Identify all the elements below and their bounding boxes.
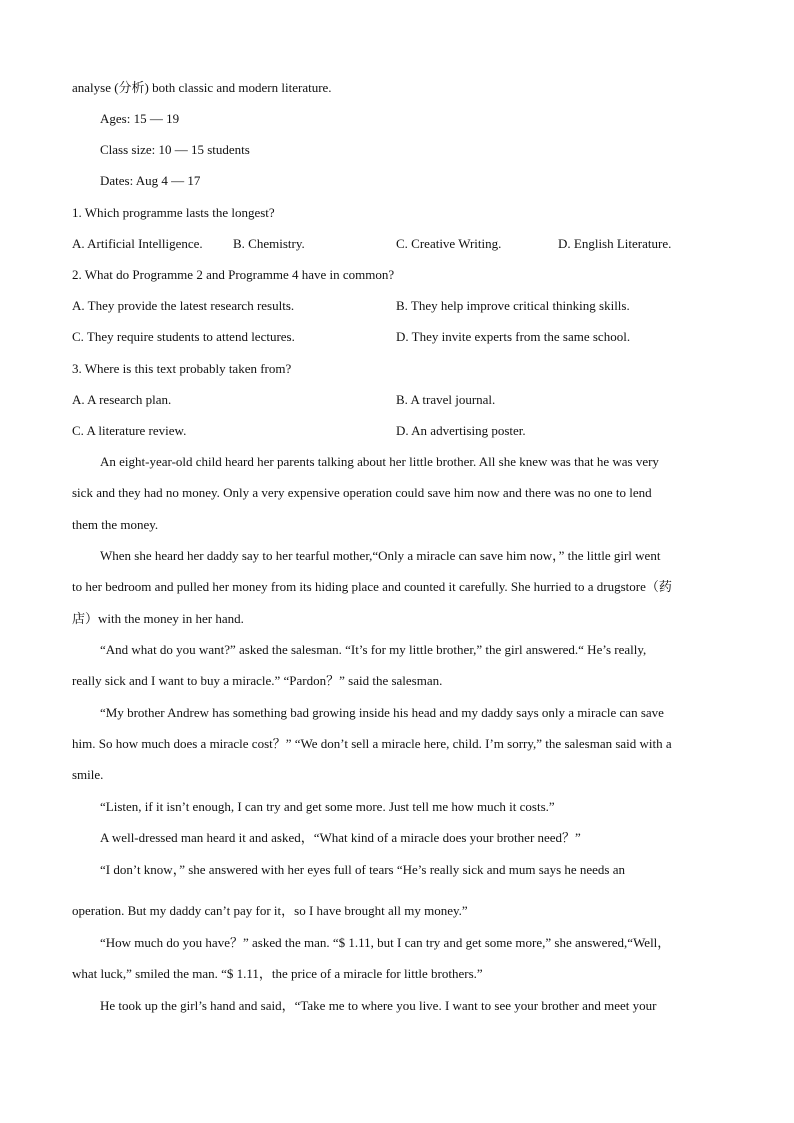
story-paragraph-1-line-2: sick and they had no money. Only a very expensive operation could save him now and there was no one to lend	[72, 485, 652, 500]
programme-description-end: analyse (分析) both classic and modern literature.	[72, 80, 332, 95]
question-1-option-c: C. Creative Writing.	[396, 236, 502, 251]
story-paragraph-3-line-2: really sick and I want to buy a miracle.” “Pardon？” said the salesman.	[72, 673, 443, 688]
question-3-option-d: D. An advertising poster.	[396, 423, 526, 438]
story-paragraph-2-line-3: 店）with the money in her hand.	[72, 611, 244, 626]
story-paragraph-6-line-1: A well-dressed man heard it and asked，“What kind of a miracle does your brother need？”	[100, 830, 581, 845]
question-2-option-c: C. They require students to attend lectures.	[72, 329, 295, 344]
question-1-option-b: B. Chemistry.	[233, 236, 305, 251]
story-paragraph-9-line-1: He took up the girl’s hand and said，“Take me to where you live. I want to see your brother and meet your	[100, 998, 657, 1013]
question-3-option-a: A. A research plan.	[72, 392, 172, 407]
question-2-option-d: D. They invite experts from the same school.	[396, 329, 631, 344]
question-3-option-b: B. A travel journal.	[396, 392, 496, 407]
story-paragraph-2-line-1: When she heard her daddy say to her tearful mother,“Only a miracle can save him now，” the little girl went	[100, 548, 661, 563]
story-paragraph-5-line-1: “Listen, if it isn’t enough, I can try and get some more. Just tell me how much it costs.”	[100, 799, 555, 814]
story-paragraph-8-line-1: “How much do you have？” asked the man. “$ 1.11, but I can try and get some more,” she answered,“Well，	[100, 935, 671, 950]
programme-ages: Ages: 15 — 19	[100, 111, 180, 126]
story-paragraph-1-line-3: them the money.	[72, 517, 159, 532]
story-paragraph-3-line-1: “And what do you want?” asked the salesman. “It’s for my little brother,” the girl answered.“ He’s really,	[100, 642, 647, 657]
programme-class-size: Class size: 10 — 15 students	[100, 142, 250, 157]
story-paragraph-8-line-2: what luck,” smiled the man. “$ 1.11，the price of a miracle for little brothers.”	[72, 966, 483, 981]
story-paragraph-4-line-2: him. So how much does a miracle cost？” “We don’t sell a miracle here, child. I’m sorry,” the salesman said with a	[72, 736, 672, 751]
question-3-stem: 3. Where is this text probably taken from?	[72, 361, 292, 376]
story-paragraph-7-line-2: operation. But my daddy can’t pay for it，so I have brought all my money.”	[72, 903, 468, 918]
question-1-stem: 1. Which programme lasts the longest?	[72, 205, 275, 220]
story-paragraph-1-line-1: An eight-year-old child heard her parents talking about her little brother. All she knew was that he was very	[100, 454, 659, 469]
question-2-option-a: A. They provide the latest research results.	[72, 298, 295, 313]
question-1-option-d: D. English Literature.	[558, 236, 672, 251]
question-2-stem: 2. What do Programme 2 and Programme 4 have in common?	[72, 267, 395, 282]
question-1-option-a: A. Artificial Intelligence.	[72, 236, 203, 251]
story-paragraph-7-line-1: “I don’t know，” she answered with her eyes full of tears “He’s really sick and mum says he needs an	[100, 862, 626, 877]
story-paragraph-4-line-1: “My brother Andrew has something bad growing inside his head and my daddy says only a miracle can save	[100, 705, 664, 720]
story-paragraph-2-line-2: to her bedroom and pulled her money from its hiding place and counted it carefully. She hurried to a drugstore（药	[72, 579, 672, 594]
programme-dates: Dates: Aug 4 — 17	[100, 173, 201, 188]
question-3-option-c: C. A literature review.	[72, 423, 187, 438]
question-2-option-b: B. They help improve critical thinking skills.	[396, 298, 630, 313]
story-paragraph-4-line-3: smile.	[72, 767, 104, 782]
